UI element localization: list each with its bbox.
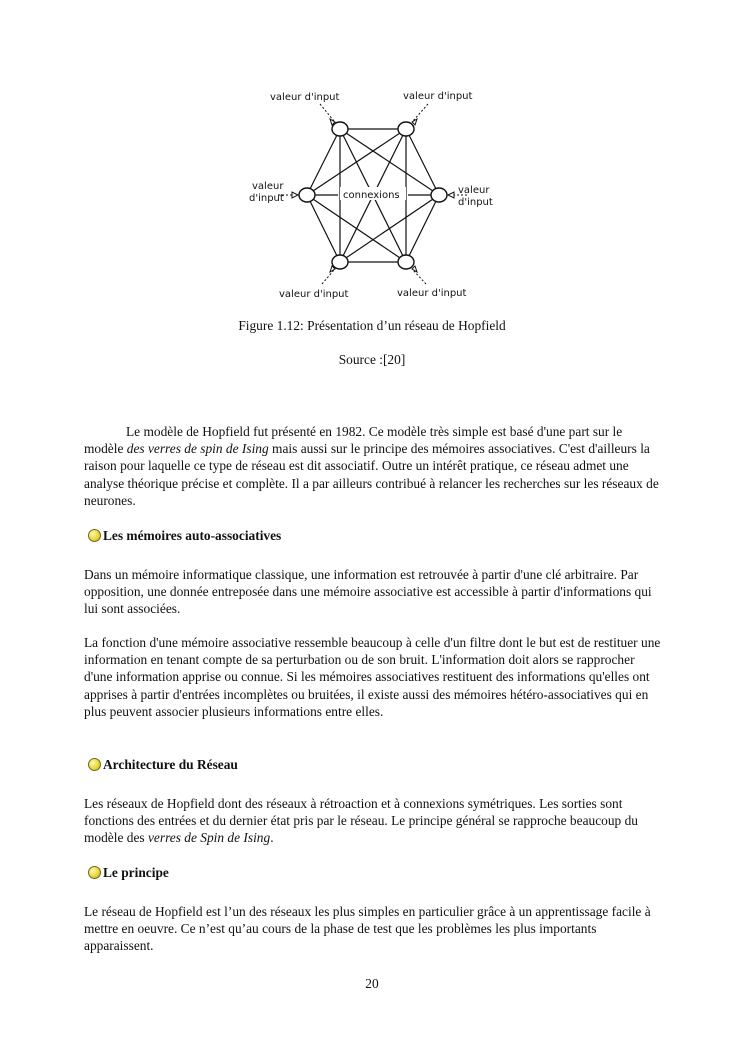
label-input-bottom-left: valeur d'input [279,289,349,300]
section-heading-text: Architecture du Réseau [103,757,238,772]
bullet-icon [88,758,101,771]
section1-paragraph-2: La fonction d'une mémoire associative ressemble beaucoup à celle d'un filtre dont le but est de restituer une information en tenant compte de sa perturbation ou de son bruit. L'information doit alors se rapprocher d'une information apprise ou connue. Si les mémoires associatives restituent des informations qu'elles ont apprises à partir d'entrées incomplètes ou bruitées, il existe aussi des mémoires hétéro-associatives qui en plus peuvent associer plusieurs informations entre elles. [84,635,661,719]
section2-text-a: Les réseaux de Hopfield dont des réseaux à rétroaction et à connexions symétriques. Les sorties sont fonctions des entrées et du dernier état pris par le réseau. Le principe général se rapproche beaucoup du modèle des [84,796,638,846]
section2-text-b: . [270,830,274,846]
label-input-top-right: valeur d'input [403,91,473,102]
section-heading-architecture [88,756,238,774]
section-heading-text: Les mémoires auto-associatives [103,528,282,543]
section-heading-text: Le principe [103,865,169,880]
neuron-bottom-left [332,255,348,269]
label-input-left-2: d'input [249,193,284,204]
figure-source: Source :[20] [338,352,406,367]
section1-paragraph-1: Dans un mémoire informatique classique, une information est retrouvée à partir d'une clé arbitraire. Par opposition, une donnée entreposée dans une mémoire associative est accessible à partir d'informations qui lui sont associées. [84,567,652,617]
neuron-top-left [332,122,348,136]
label-connections: connexions [343,190,400,201]
hopfield-network-diagram [0,0,744,310]
section-heading-auto-associative [88,527,281,545]
intro-text-emphasis: des verres de spin de Ising [126,441,269,457]
neuron-bottom-right [398,255,414,269]
label-input-right-2: d'input [458,197,493,208]
neuron-left [299,188,315,202]
section-heading-principle [88,864,169,882]
section3-paragraph: Le réseau de Hopfield est l’un des réseaux les plus simples en particulier grâce à un apprentissage facile à mettre en oeuvre. Ce n’est qu’au cours de la phase de test que les problèmes les plus importants apparaissent. [84,904,651,954]
label-input-bottom-right: valeur d'input [397,288,467,299]
figure-caption: Figure 1.12: Présentation d’un réseau de Hopfield [238,318,506,333]
neuron-right [431,188,447,202]
label-input-right-1: valeur [458,185,490,196]
section2-text-emphasis: verres de Spin de Ising [147,830,271,846]
label-input-left-1: valeur [252,181,284,192]
label-input-top-left: valeur d'input [270,92,340,103]
intro-text-a: Le modèle de Hopfield fut présenté en 1982. Ce modèle très simple est basé d'une part sur le modèle [84,424,623,457]
page-number: 20 [365,976,379,991]
intro-text-b: mais aussi sur le principe des mémoires associatives. C'est d'ailleurs la raison pour laquelle ce type de réseau est dit associatif. Outre un intérêt pratique, ce réseau admet une analyse théorique précise et complète. Il a par ailleurs contribué à relancer les recherches sur les réseaux de neurones. [84,441,659,508]
neuron-top-right [398,122,414,136]
bullet-icon [88,866,101,879]
section2-paragraph [84,795,664,847]
bullet-icon [88,529,101,542]
intro-paragraph [84,423,664,509]
